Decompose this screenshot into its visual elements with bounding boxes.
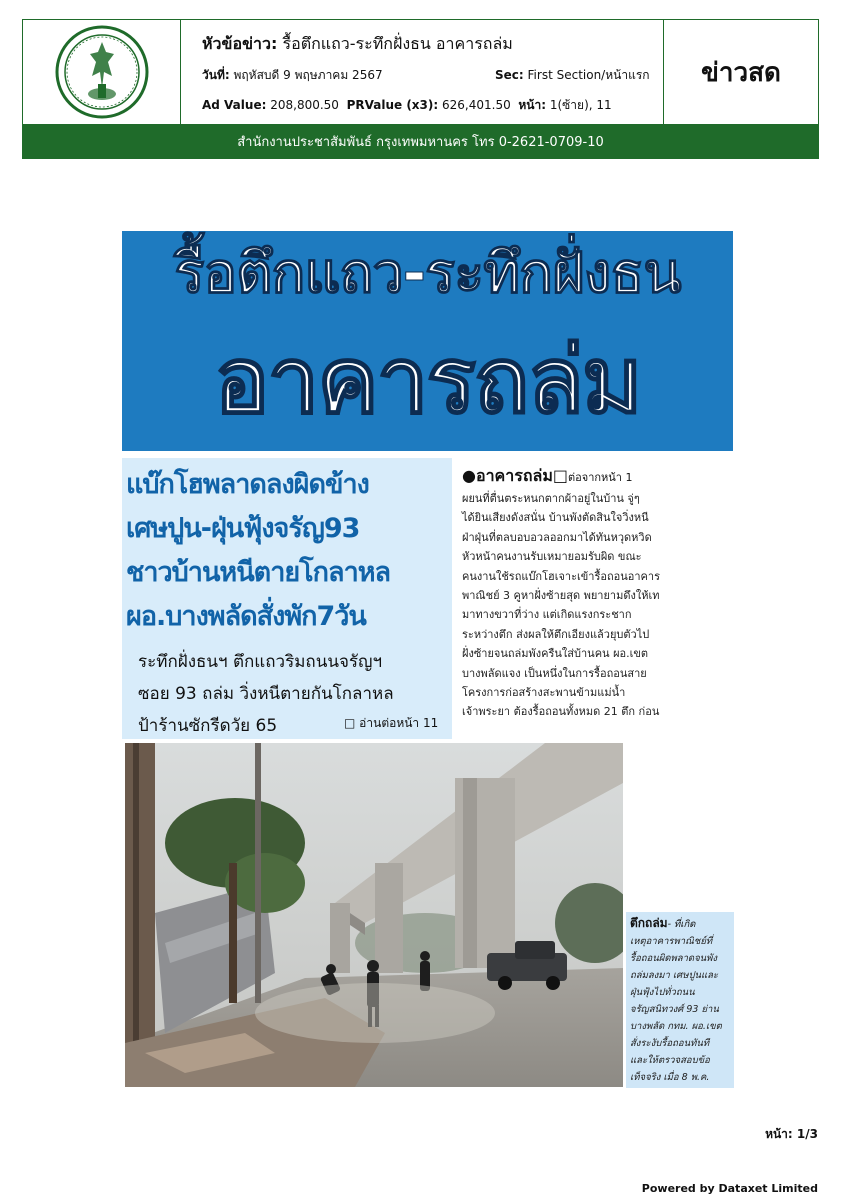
lead-line-2: ซอย 93 ถล่ม วิ่งหนีตายกันโกลาหล: [138, 684, 394, 704]
caption-line: จรัญสนิทวงศ์ 93 ย่าน: [630, 1004, 719, 1015]
body-line: มาทางขวาที่ว่าง แต่เกิดแรงกระชาก: [462, 608, 632, 622]
body-line: ได้ยินเสียงดังสนั่น บ้านพังตัดสินใจวิ่งหนี: [462, 511, 649, 525]
body-title: ●อาคารถล่ม: [462, 466, 553, 485]
page-indicator-label: หน้า:: [765, 1127, 793, 1141]
headline-row: [202, 32, 513, 57]
metadata-panel: [180, 20, 664, 124]
headline-value: รื้อตึกแถว-ระทึกฝั่งธน อาคารถล่ม: [282, 34, 513, 53]
subhead-3: ชาวบ้านหนีตายโกลาหล: [126, 557, 391, 588]
body-line: เจ้าพระยา ต้องรื้อถอนทั้งหมด 21 ตึก ก่อน: [462, 705, 660, 719]
caption-line: ถล่มลงมา เศษปูนและ: [630, 970, 719, 981]
caption-line: บางพลัด กทม. ผอ.เขต: [630, 1021, 722, 1032]
main-headline: [122, 231, 733, 451]
section-row: [495, 66, 650, 85]
body-heading: [462, 464, 752, 489]
subhead-1: แบ๊กโฮพลาดลงผิดข้าง: [126, 469, 369, 500]
date-row: [202, 66, 383, 85]
news-type: ข่าวสด: [701, 57, 781, 88]
article-body: [462, 464, 752, 722]
ad-value-label: Ad Value:: [202, 98, 267, 112]
pr-value: 626,401.50: [442, 98, 511, 112]
checkbox-icon: □: [552, 466, 568, 485]
headline-line-2: อาคารถล่ม: [214, 327, 641, 434]
subhead-4: ผอ.บางพลัดสั่งพัก7วัน: [126, 601, 366, 632]
lead-line-1: ระทึกฝั่งธนฯ ตึกแถวริมถนนจรัญฯ: [138, 652, 383, 672]
section-label: Sec:: [495, 68, 524, 82]
continue-label: อ่านต่อหน้า 11: [359, 716, 439, 730]
caption-line: สั่งระงับรื้อถอนทันที: [630, 1038, 710, 1049]
ad-value: 208,800.50: [270, 98, 339, 112]
page-indicator-value: 1/3: [796, 1127, 818, 1141]
collapse-scene-image: [125, 743, 623, 1087]
bangkok-seal-logo: [54, 24, 150, 120]
date-value: พฤหัสบดี 9 พฤษภาคม 2567: [233, 68, 383, 82]
body-line: พาณิชย์ 3 คูหาฝั่งซ้ายสุด พยายามดึงให้เท: [462, 589, 660, 603]
value-row: [202, 96, 612, 115]
headline-line-1: รื้อตึกแถว-ระทึกฝั่งธน: [174, 241, 681, 306]
caption-line: และให้ตรวจสอบข้อ: [630, 1055, 710, 1066]
subhead-2: เศษปูน-ฝุ่นฟุ้งจรัญ93: [126, 513, 360, 544]
agency-bar: สำนักงานประชาสัมพันธ์ กรุงเทพมหานคร โทร 0-2621-0709-10: [23, 124, 818, 158]
caption-title: [630, 914, 695, 933]
caption-line: เท็จจริง เมื่อ 8 พ.ค.: [630, 1072, 710, 1083]
caption-title-text: ตึกถล่ม: [630, 916, 668, 930]
body-line: บางพลัดแจง เป็นหนึ่งในการรื้อถอนสาย: [462, 666, 647, 680]
caption-line: รื้อถอนผิดพลาดจนพัง: [630, 953, 718, 964]
caption-line: เหตุอาคารพาณิชย์ที่: [630, 936, 713, 947]
date-label: วันที่:: [202, 68, 230, 82]
page-label: หน้า:: [518, 98, 547, 112]
continue-reading: [344, 714, 438, 733]
caption-first-line: - ที่เกิด: [667, 919, 696, 930]
body-line: ฝ่าฝุ่นที่ตลบอบอวลออกมาได้ทันหวุดหวิด: [462, 530, 652, 544]
logo-cell: [23, 20, 181, 124]
body-line: ฝั่งซ้ายจนถล่มพังครืนใส่บ้านคน ผอ.เขต: [462, 647, 649, 661]
page-indicator: [765, 1125, 818, 1144]
pr-value-label: PRValue (x3):: [346, 98, 439, 112]
lead-line-3: ป้าร้านซักรีดวัย 65: [138, 716, 278, 736]
body-line: หัวหน้าคนงานรับเหมายอมรับผิด ขณะ: [462, 550, 642, 564]
photo-caption: [626, 912, 734, 1088]
headline-label: หัวข้อข่าว:: [202, 34, 278, 53]
checkbox-icon: □: [344, 716, 356, 730]
body-line: คนงานใช้รถแบ๊กโฮเจาะเข้ารื้อถอนอาคาร: [462, 569, 660, 583]
section-value: First Section/หน้าแรก: [527, 68, 650, 82]
body-line: ระหว่างตึก ส่งผลให้ตึกเอียงแล้วยุบตัวไป: [462, 627, 650, 641]
body-line: ผยนที่ตื่นตระหนกตากผ้าอยู่ในบ้าน จู่ๆ: [462, 492, 640, 505]
news-photo: [125, 743, 623, 1087]
subhead-panel: [122, 458, 452, 739]
clipping-header: [22, 19, 819, 159]
caption-line: ฝุ่นฟุ้งไปทั่วถนน: [630, 987, 695, 998]
body-continued: ต่อจากหน้า 1: [568, 471, 633, 484]
page-value: 1(ซ้าย), 11: [549, 98, 612, 112]
powered-by: Powered by Dataxet Limited: [641, 1182, 818, 1195]
body-line: โครงการก่อสร้างสะพานข้ามแม่น้ำ: [462, 686, 626, 700]
